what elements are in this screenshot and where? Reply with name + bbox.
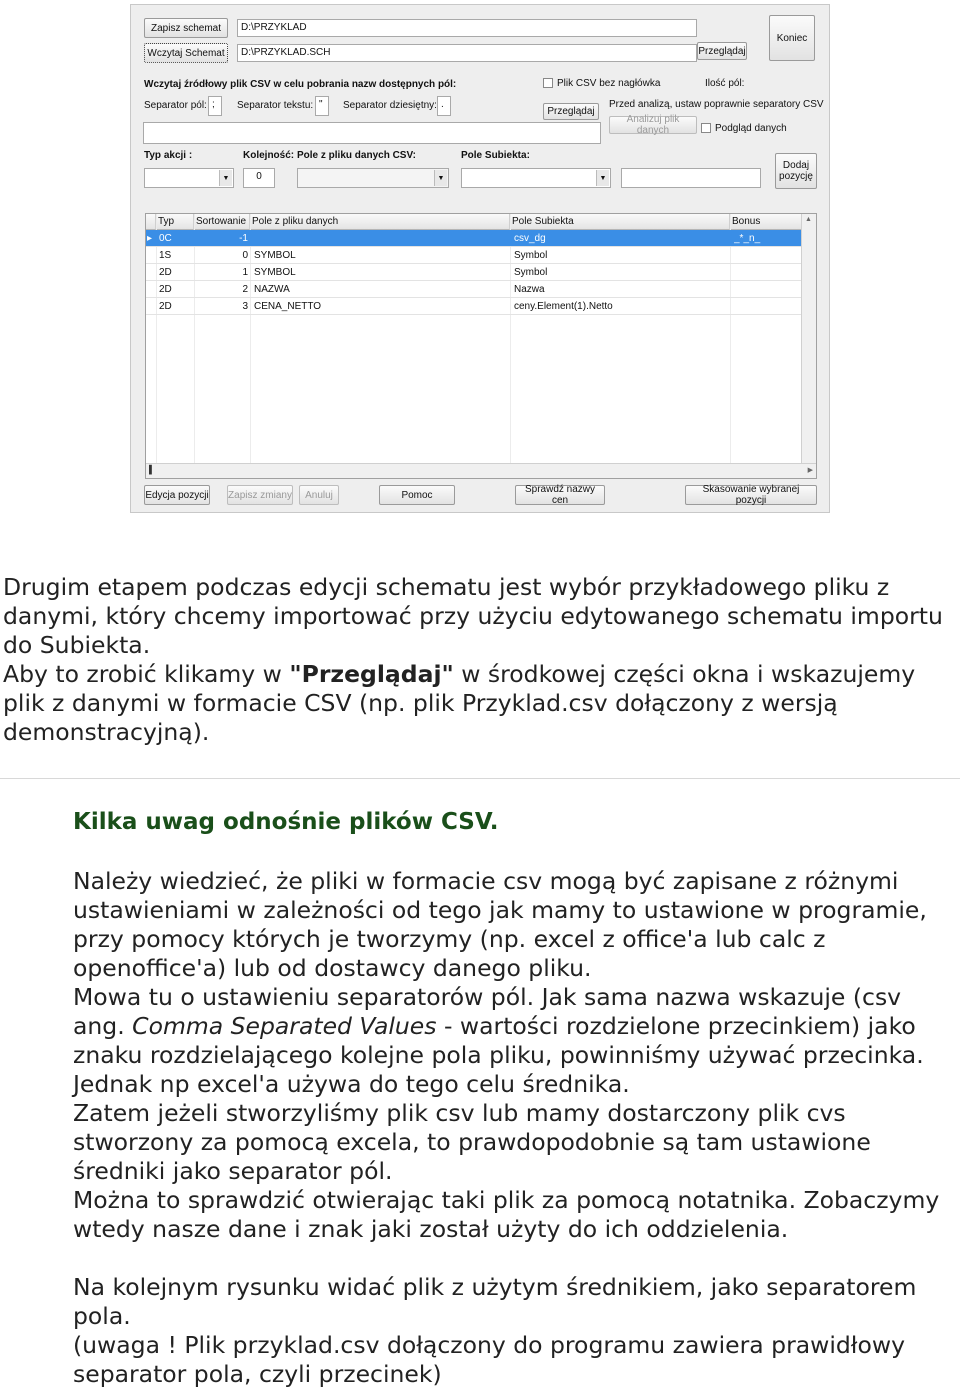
body-line: Mowa tu o ustawieniu separatorów pól. Jak sama nazwa wskazuje (csv (73, 983, 902, 1011)
field-separator-label: Separator pól: (144, 100, 207, 111)
browse-reference: "Przeglądaj" (289, 660, 454, 688)
column-header-bonus[interactable]: Bonus (730, 214, 804, 230)
schema-grid[interactable] (145, 213, 817, 479)
preview-checkbox[interactable] (701, 123, 711, 133)
grid-row-header (146, 214, 156, 230)
table-cell: 0 (242, 250, 248, 261)
body-line: stworzony za pomocą excela, to prawdopodobnie są tam ustawione (73, 1128, 871, 1156)
body-paragraph (73, 867, 939, 1244)
table-cell (734, 298, 800, 315)
intro-line: Drugim etapem podczas edycji schematu jest wybór przykładowego pliku z (3, 573, 890, 601)
action-type-combo[interactable] (144, 168, 234, 188)
table-cell (147, 281, 156, 298)
delete-position-button[interactable]: Skasowanie wybranej pozycji (685, 485, 817, 505)
subiekt-field-label: Pole Subiekta: (461, 150, 530, 161)
horizontal-scrollbar[interactable]: ▌ ▶ (146, 463, 816, 478)
table-cell: 1S (159, 250, 172, 261)
decimal-separator-input[interactable]: . (437, 96, 451, 116)
field-count-label: Ilość pól: (705, 78, 745, 89)
help-button[interactable]: Pomoc (379, 485, 455, 505)
intro-line: demonstracyjną). (3, 718, 210, 746)
table-cell: 3 (242, 301, 248, 312)
add-position-button[interactable]: Dodaj pozycję (775, 153, 817, 189)
table-cell: Nazwa (514, 284, 545, 295)
load-schema-button[interactable]: Wczytaj Schemat (144, 43, 228, 63)
cancel-button[interactable]: Anuluj (299, 485, 339, 505)
intro-line: do Subiekta. (3, 631, 151, 659)
body-line: ustawieniami w zależności od tego jak mamy to ustawione w programie, (73, 896, 927, 924)
body-line: Można to sprawdzić otwierając taki plik za pomocą notatnika. Zobaczymy (73, 1186, 940, 1214)
no-header-label: Plik CSV bez nagłówka (557, 78, 661, 89)
intro-text: w środkowej części okna i wskazujemy (453, 660, 916, 688)
table-row[interactable] (146, 247, 803, 264)
subiekt-field-combo[interactable] (461, 168, 611, 188)
body-line (73, 1012, 939, 1041)
csv-term: Comma Separated Values (132, 1012, 437, 1040)
intro-line (3, 660, 943, 689)
table-cell: 2D (159, 284, 172, 295)
table-cell: -1 (239, 233, 248, 244)
closing-line: (uwaga ! Plik przyklad.csv dołączony do programu zawiera prawidłowy (73, 1331, 905, 1359)
table-cell: ▸ (147, 233, 153, 244)
table-cell (147, 264, 156, 281)
body-line: Jednak np excel'a używa do tego celu średnika. (73, 1070, 630, 1098)
text-separator-label: Separator tekstu: (237, 100, 314, 111)
table-cell: SYMBOL (254, 250, 296, 261)
table-cell: ceny.Element(1).Netto (514, 301, 613, 312)
separator-hint: Przed analizą, ustaw poprawnie separatory CSV (609, 99, 824, 110)
end-button[interactable]: Koniec (769, 15, 815, 61)
order-input[interactable]: 0 (243, 168, 275, 188)
import-schema-window (130, 4, 830, 513)
table-cell: SYMBOL (254, 267, 296, 278)
browse-csv-button[interactable]: Przeglądaj (543, 103, 599, 120)
closing-line: Na kolejnym rysunku widać plik z użytym średnikiem, jako separatorem (73, 1273, 917, 1301)
analyze-file-button[interactable]: Analizuj plik danych (609, 116, 697, 134)
table-cell (147, 298, 156, 315)
column-header-csv-field[interactable]: Pole z pliku danych (250, 214, 510, 230)
save-changes-button[interactable]: Zapisz zmiany (227, 485, 293, 505)
action-type-label: Typ akcji : (144, 150, 193, 161)
intro-paragraph (3, 573, 943, 747)
table-cell: Symbol (514, 267, 548, 278)
body-line: Należy wiedzieć, że pliki w formacie csv mogą być zapisane z różnymi (73, 867, 899, 895)
chevron-down-icon: ▼ (219, 170, 232, 186)
body-line: Zatem jeżeli stworzyliśmy plik csv lub mamy dostarczony plik cvs (73, 1099, 846, 1127)
csv-field-combo[interactable] (297, 168, 449, 188)
table-row[interactable] (146, 298, 803, 315)
column-header-sort[interactable]: Sortowanie (194, 214, 250, 230)
table-cell: CENA_NETTO (254, 301, 322, 312)
closing-line: separator pola, czyli przecinek) (73, 1360, 442, 1388)
column-header-typ[interactable]: Typ (156, 214, 194, 230)
table-cell (254, 230, 504, 247)
table-cell (147, 247, 156, 264)
body-line: przy pomocy których je tworzymy (np. excel z office'a lub calc z (73, 925, 826, 953)
csv-field-label: Pole z pliku danych CSV: (297, 150, 416, 161)
table-row[interactable] (146, 281, 803, 298)
chevron-down-icon: ▼ (434, 170, 447, 186)
vertical-scrollbar[interactable]: ▲ (801, 214, 816, 464)
table-cell: 2D (159, 267, 172, 278)
intro-line: plik z danymi w formacie CSV (np. plik Przyklad.csv dołączony z wersją (3, 689, 838, 717)
preview-label: Podgląd danych (715, 123, 787, 134)
table-cell: NAZWA (254, 284, 290, 295)
table-cell: Symbol (514, 250, 548, 261)
table-row[interactable] (146, 230, 803, 247)
check-price-names-button[interactable]: Sprawdź nazwy cen (515, 485, 605, 505)
body-line: openoffice'a) lub od dostawcy danego pliku. (73, 954, 592, 982)
order-label: Kolejność: (243, 150, 295, 161)
closing-paragraph (73, 1273, 916, 1389)
horizontal-divider (0, 778, 960, 779)
table-cell: 1 (242, 267, 248, 278)
decimal-separator-label: Separator dziesiętny: (343, 100, 437, 111)
table-cell (734, 247, 800, 264)
csv-section-title: Wczytaj źródłowy plik CSV w celu pobrania nazw dostępnych pól: (144, 79, 457, 90)
text-separator-input[interactable]: " (315, 96, 329, 116)
table-cell: csv_dg (514, 233, 546, 244)
table-cell (734, 264, 800, 281)
body-line: wtedy nasze dane i znak jaki został użyty do ich oddzielenia. (73, 1215, 789, 1243)
no-header-checkbox[interactable] (543, 78, 553, 88)
table-row[interactable] (146, 264, 803, 281)
edit-position-button[interactable]: Edycja pozycji (144, 485, 210, 505)
table-cell: 2 (242, 284, 248, 295)
body-line: znaku rozdzielającego kolejne pola pliku, powinniśmy używać przecinka. (73, 1041, 924, 1069)
column-header-subiekt-field[interactable]: Pole Subiekta (510, 214, 730, 230)
closing-line: pola. (73, 1302, 131, 1330)
load-path-field[interactable]: D:\PRZYKLAD.SCH (237, 44, 697, 62)
table-cell: 2D (159, 301, 172, 312)
bonus-field[interactable] (621, 168, 761, 188)
table-cell: _*_n_ (734, 233, 761, 244)
body-text: ang. (73, 1012, 133, 1040)
save-path-field[interactable]: D:\PRZYKLAD (237, 19, 697, 37)
csv-file-path-field[interactable] (143, 122, 601, 144)
table-cell: 0C (159, 233, 172, 244)
table-cell (734, 281, 800, 298)
field-separator-input[interactable]: ; (208, 96, 222, 116)
intro-text: Aby to zrobić klikamy w (3, 660, 290, 688)
intro-line: danymi, który chcemy importować przy użyciu edytowanego schematu importu (3, 602, 943, 630)
save-schema-button[interactable]: Zapisz schemat (144, 18, 228, 38)
browse-schema-button[interactable]: Przeglądaj (697, 42, 747, 60)
body-text: - wartości rozdzielone przecinkiem) jako (436, 1012, 916, 1040)
section-heading: Kilka uwag odnośnie plików CSV. (73, 809, 499, 835)
body-line: średniki jako separator pól. (73, 1157, 393, 1185)
chevron-down-icon: ▼ (596, 170, 609, 186)
